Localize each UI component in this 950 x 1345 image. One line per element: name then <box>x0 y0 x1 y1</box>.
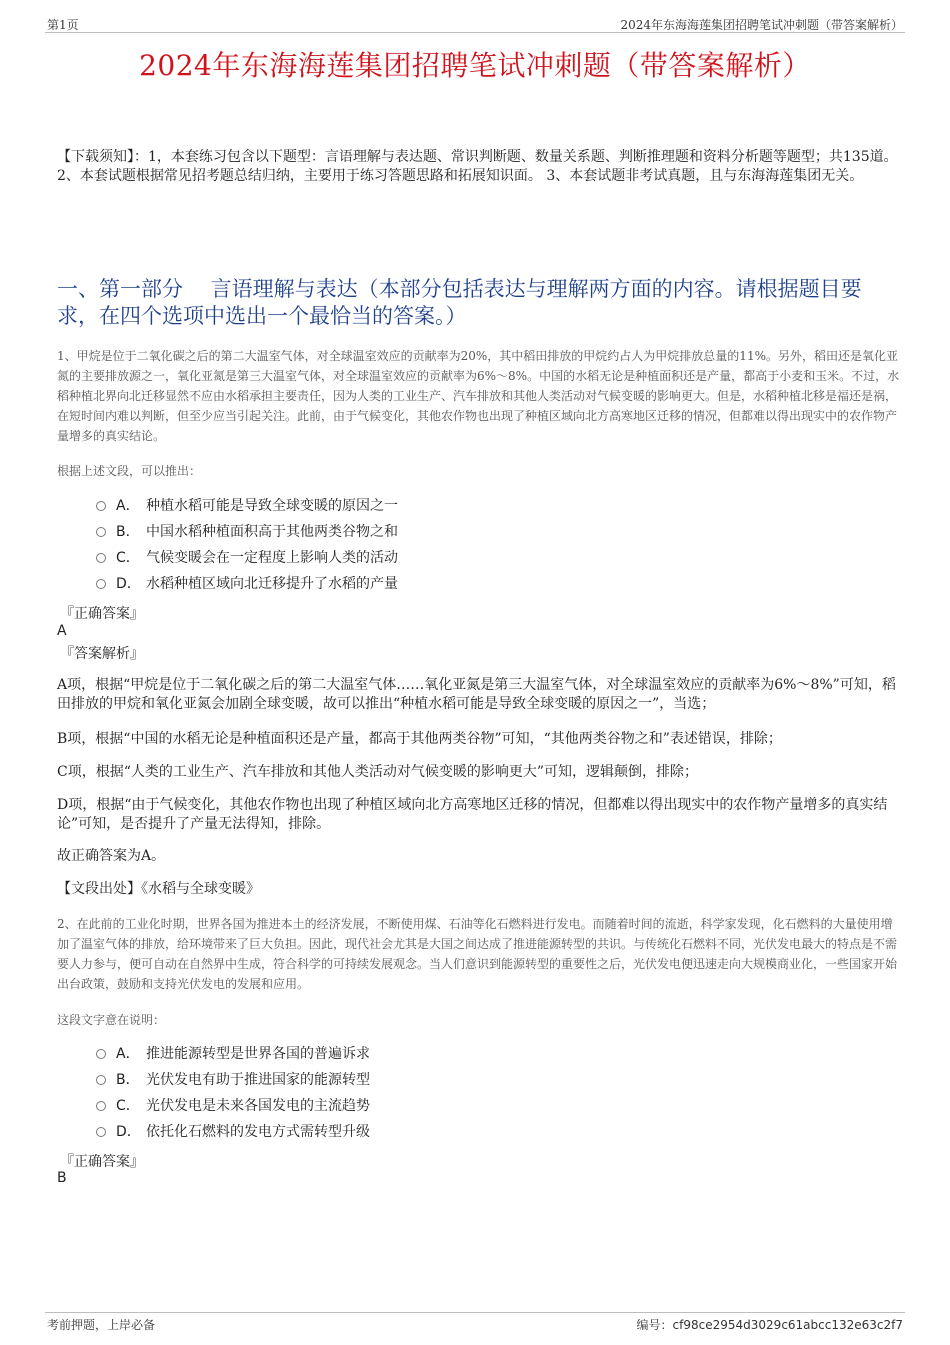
question-2-prompt: 这段文字意在说明： <box>57 1013 166 1027</box>
radio-icon[interactable] <box>96 579 106 589</box>
option-d[interactable]: D． 依托化石燃料的发电方式需转型升级 <box>96 1119 370 1145</box>
question-2-answer-label: 『正确答案』 <box>60 1154 144 1170</box>
analysis-b: B项，根据“中国的水稻无论是种植面积还是产量，都高于其他两类谷物”可知，“其他两类谷物之和”表述错误，排除； <box>57 731 782 747</box>
question-1-options <box>96 493 398 597</box>
question-1-answer-label: 『正确答案』 <box>60 606 144 622</box>
footer-slogan: 考前押题，上岸必备 <box>47 1318 156 1332</box>
radio-icon[interactable] <box>96 1049 106 1059</box>
radio-icon[interactable] <box>96 527 106 537</box>
radio-icon[interactable] <box>96 1101 106 1111</box>
option-d[interactable]: D． 水稻种植区域向北迁移提升了水稻的产量 <box>96 571 398 597</box>
question-2-options <box>96 1041 370 1145</box>
footer-code: 编号：cf98ce2954d3029c61abcc132e63c2f7 <box>636 1318 903 1332</box>
analysis-a: A项，根据“甲烷是位于二氧化碳之后的第二大温室气体……氧化亚氮是第三大温室气体，对全球温室效应的贡献率为6%～8%”可知，稻田排放的甲烷和氧化亚氮会加剧全球变暖，故可以推出“种植水稻可能是导致全球变暖的原因之一”，当选； <box>57 677 896 712</box>
radio-icon[interactable] <box>96 501 106 511</box>
question-1-answer: A <box>57 623 67 639</box>
download-notice: 【下载须知】：1，本套练习包含以下题型：言语理解与表达题、常识判断题、数量关系题、判断推理题和资料分析题等题型；共135道。 2、本套试题根据常见招考题总结归纳，主要用于练习答题思路和拓展知识面。 3、本套试题非考试真题，且与东海海莲集团无关。 <box>57 149 898 184</box>
question-1-prompt: 根据上述文段，可以推出： <box>57 464 202 478</box>
analysis-conclusion: 故正确答案为A。 <box>57 848 166 864</box>
option-a[interactable]: A． 推进能源转型是世界各国的普遍诉求 <box>96 1041 370 1067</box>
section-title: 一、第一部分 言语理解与表达（本部分包括表达与理解两方面的内容。请根据题目要求，在四个选项中选出一个最恰当的答案。） <box>57 277 862 328</box>
analysis-c: C项，根据“人类的工业生产、汽车排放和其他人类活动对气候变暖的影响更大”可知，逻辑颠倒，排除； <box>57 764 699 780</box>
question-1-source: 【文段出处】《水稻与全球变暖》 <box>57 881 260 897</box>
question-1-text: 1、甲烷是位于二氧化碳之后的第二大温室气体，对全球温室效应的贡献率为20%，其中稻田排放的甲烷约占人为甲烷排放总量的11%。另外，稻田还是氧化亚氮的主要排放源之一，氧化亚氮是第三大温室气体，对全球温室效应的贡献率为6%～8%。中国的水稻无论是种植面积还是产量，都高于小麦和玉米。不过，水稻种植北界向北迁移显然不应由水稻承担主要责任，因为人类的工业生产、汽车排放和其他人类活动对气候变暖的影响更大。但是，水稻种植北移是福还是祸，在短时间内难以判断，但至少应当引起关注。此前，由于气候变化，其他农作物也出现了种植区域向北方高寒地区迁移的情况，但都难以得出现实中的农作物产量增多的真实结论。 <box>57 349 900 443</box>
radio-icon[interactable] <box>96 1127 106 1137</box>
page-header <box>45 14 905 33</box>
page-number: 第1页 <box>47 18 79 32</box>
question-1-analysis-label: 『答案解析』 <box>60 646 144 662</box>
question-2-text: 2、在此前的工业化时期，世界各国为推进本土的经济发展，不断使用煤、石油等化石燃料进行发电。而随着时间的流逝，科学家发现，化石燃料的大量使用增加了温室气体的排放，给环境带来了巨大负担。因此，现代社会尤其是大国之间达成了推进能源转型的共识。与传统化石燃料不同，光伏发电最大的特点是不需要人力参与，便可自动在自然界中生成，符合科学的可持续发展观念。当人们意识到能源转型的重要性之后，光伏发电便迅速走向大规模商业化，一些国家开始出台政策，鼓励和支持光伏发电的发展和应用。 <box>57 917 898 991</box>
option-c[interactable]: C． 气候变暖会在一定程度上影响人类的活动 <box>96 545 398 571</box>
option-c[interactable]: C． 光伏发电是未来各国发电的主流趋势 <box>96 1093 370 1119</box>
radio-icon[interactable] <box>96 1075 106 1085</box>
question-2-answer: B <box>57 1170 67 1186</box>
analysis-d: D项，根据“由于气候变化，其他农作物也出现了种植区域向北方高寒地区迁移的情况，但都难以得出现实中的农作物产量增多的真实结论”可知，是否提升了产量无法得知，排除。 <box>57 797 888 832</box>
option-a[interactable]: A． 种植水稻可能是导致全球变暖的原因之一 <box>96 493 398 519</box>
page-footer <box>45 1312 905 1333</box>
option-b[interactable]: B． 中国水稻种植面积高于其他两类谷物之和 <box>96 519 398 545</box>
radio-icon[interactable] <box>96 553 106 563</box>
header-doc-title: 2024年东海海莲集团招聘笔试冲刺题（带答案解析） <box>620 18 903 32</box>
document-title: 2024年东海海莲集团招聘笔试冲刺题（带答案解析） <box>139 49 811 82</box>
option-b[interactable]: B． 光伏发电有助于推进国家的能源转型 <box>96 1067 370 1093</box>
